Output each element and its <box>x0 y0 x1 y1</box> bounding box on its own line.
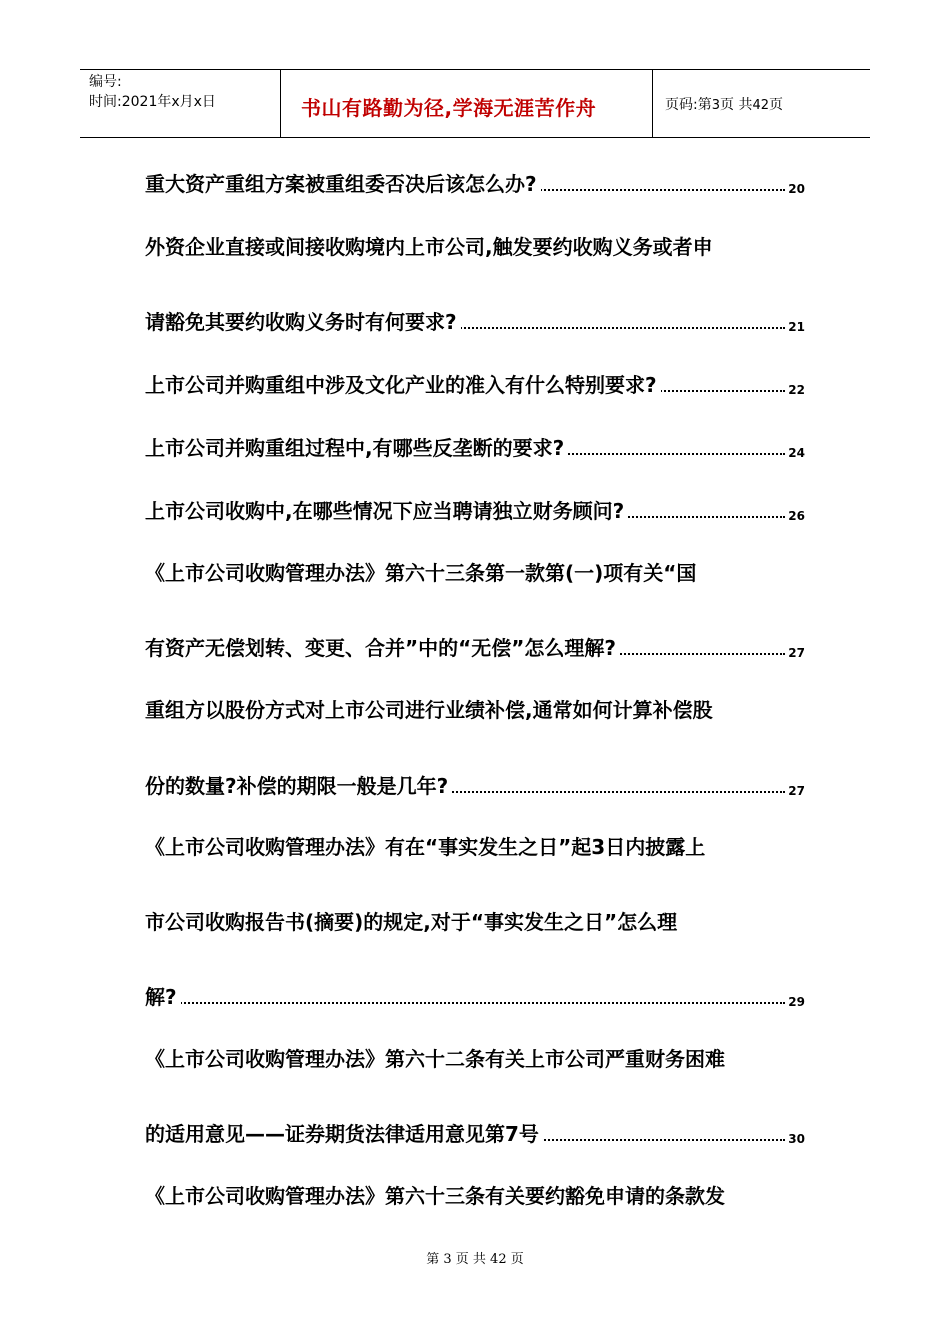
toc-entry-page: 22 <box>788 383 805 397</box>
toc-entry-title: 市公司收购报告书(摘要)的规定,对于“事实发生之日”怎么理 <box>145 910 678 934</box>
toc-entry-title: 有资产无偿划转、变更、合并”中的“无偿”怎么理解? <box>145 634 620 662</box>
toc-entry-title: 上市公司并购重组过程中,有哪些反垄断的要求? <box>145 434 568 462</box>
toc-entry-page: 21 <box>788 320 805 334</box>
toc-entry[interactable] <box>145 768 805 800</box>
header-meta <box>80 70 281 137</box>
page-suffix: 页 <box>769 97 783 113</box>
toc-entry-page: 30 <box>788 1132 805 1146</box>
toc-entry-title: 的适用意见——证券期货法律适用意见第7号 <box>145 1120 543 1148</box>
toc-entry-title: 《上市公司收购管理办法》第六十二条有关上市公司严重财务困难 <box>145 1047 725 1071</box>
toc-entry-page: 20 <box>788 182 805 196</box>
header-page-indicator <box>665 94 783 114</box>
toc-entry-page: 24 <box>788 446 805 460</box>
toc-entry-line[interactable] <box>145 555 805 587</box>
toc-entry-line[interactable] <box>145 1041 805 1073</box>
toc-entry-page: 27 <box>788 646 805 660</box>
document-time-label: 时间:2021年x月x日 <box>89 94 216 110</box>
page-mid: 页 共 <box>720 97 753 113</box>
document-number-label: 编号: <box>89 74 122 90</box>
toc-entry-title: 《上市公司收购管理办法》有在“事实发生之日”起3日内披露上 <box>145 835 706 859</box>
toc-entry[interactable] <box>145 493 805 525</box>
toc-entry-page: 29 <box>788 995 805 1009</box>
toc-entry-title: 重大资产重组方案被重组委否决后该怎么办? <box>145 170 541 198</box>
toc-entry-page: 26 <box>788 509 805 523</box>
toc-entry-title: 上市公司并购重组中涉及文化产业的准入有什么特别要求? <box>145 371 661 399</box>
toc-entry-page: 27 <box>788 784 805 798</box>
toc-leader <box>145 1002 785 1004</box>
toc-entry[interactable] <box>145 979 805 1011</box>
toc-entry[interactable] <box>145 304 805 336</box>
toc-entry[interactable] <box>145 630 805 662</box>
toc-entry-title: 请豁免其要约收购义务时有何要求? <box>145 308 461 336</box>
toc-entry-title: 重组方以股份方式对上市公司进行业绩补偿,通常如何计算补偿股 <box>145 698 713 722</box>
toc-entry[interactable] <box>145 1116 805 1148</box>
toc-entry-line[interactable] <box>145 829 805 861</box>
toc-entry-title: 解? <box>145 983 181 1011</box>
header-page-cell <box>653 70 870 137</box>
toc-entry-line[interactable] <box>145 1178 805 1210</box>
header-motto-cell <box>281 70 653 137</box>
page-footer: 第 3 页 共 42 页 <box>426 1252 524 1267</box>
toc-entry-line[interactable] <box>145 692 805 724</box>
toc-entry-line[interactable] <box>145 229 805 261</box>
toc-entry[interactable] <box>145 430 805 462</box>
toc-entry-title: 份的数量?补偿的期限一般是几年? <box>145 772 452 800</box>
toc-entry-title: 《上市公司收购管理办法》第六十三条有关要约豁免申请的条款发 <box>145 1184 725 1208</box>
page-prefix: 页码:第 <box>665 97 712 113</box>
page-total: 42 <box>752 98 769 113</box>
header-motto: 书山有路勤为径,学海无涯苦作舟 <box>301 96 597 120</box>
toc-entry-title: 上市公司收购中,在哪些情况下应当聘请独立财务顾问? <box>145 497 628 525</box>
toc-entry[interactable] <box>145 166 805 198</box>
toc-entry-title: 《上市公司收购管理办法》第六十三条第一款第(一)项有关“国 <box>145 561 697 585</box>
page-header <box>80 69 870 138</box>
toc-entry-line[interactable] <box>145 904 805 936</box>
toc-entry-title: 外资企业直接或间接收购境内上市公司,触发要约收购义务或者申 <box>145 235 713 259</box>
page-current: 3 <box>711 98 720 113</box>
toc-entry[interactable] <box>145 367 805 399</box>
